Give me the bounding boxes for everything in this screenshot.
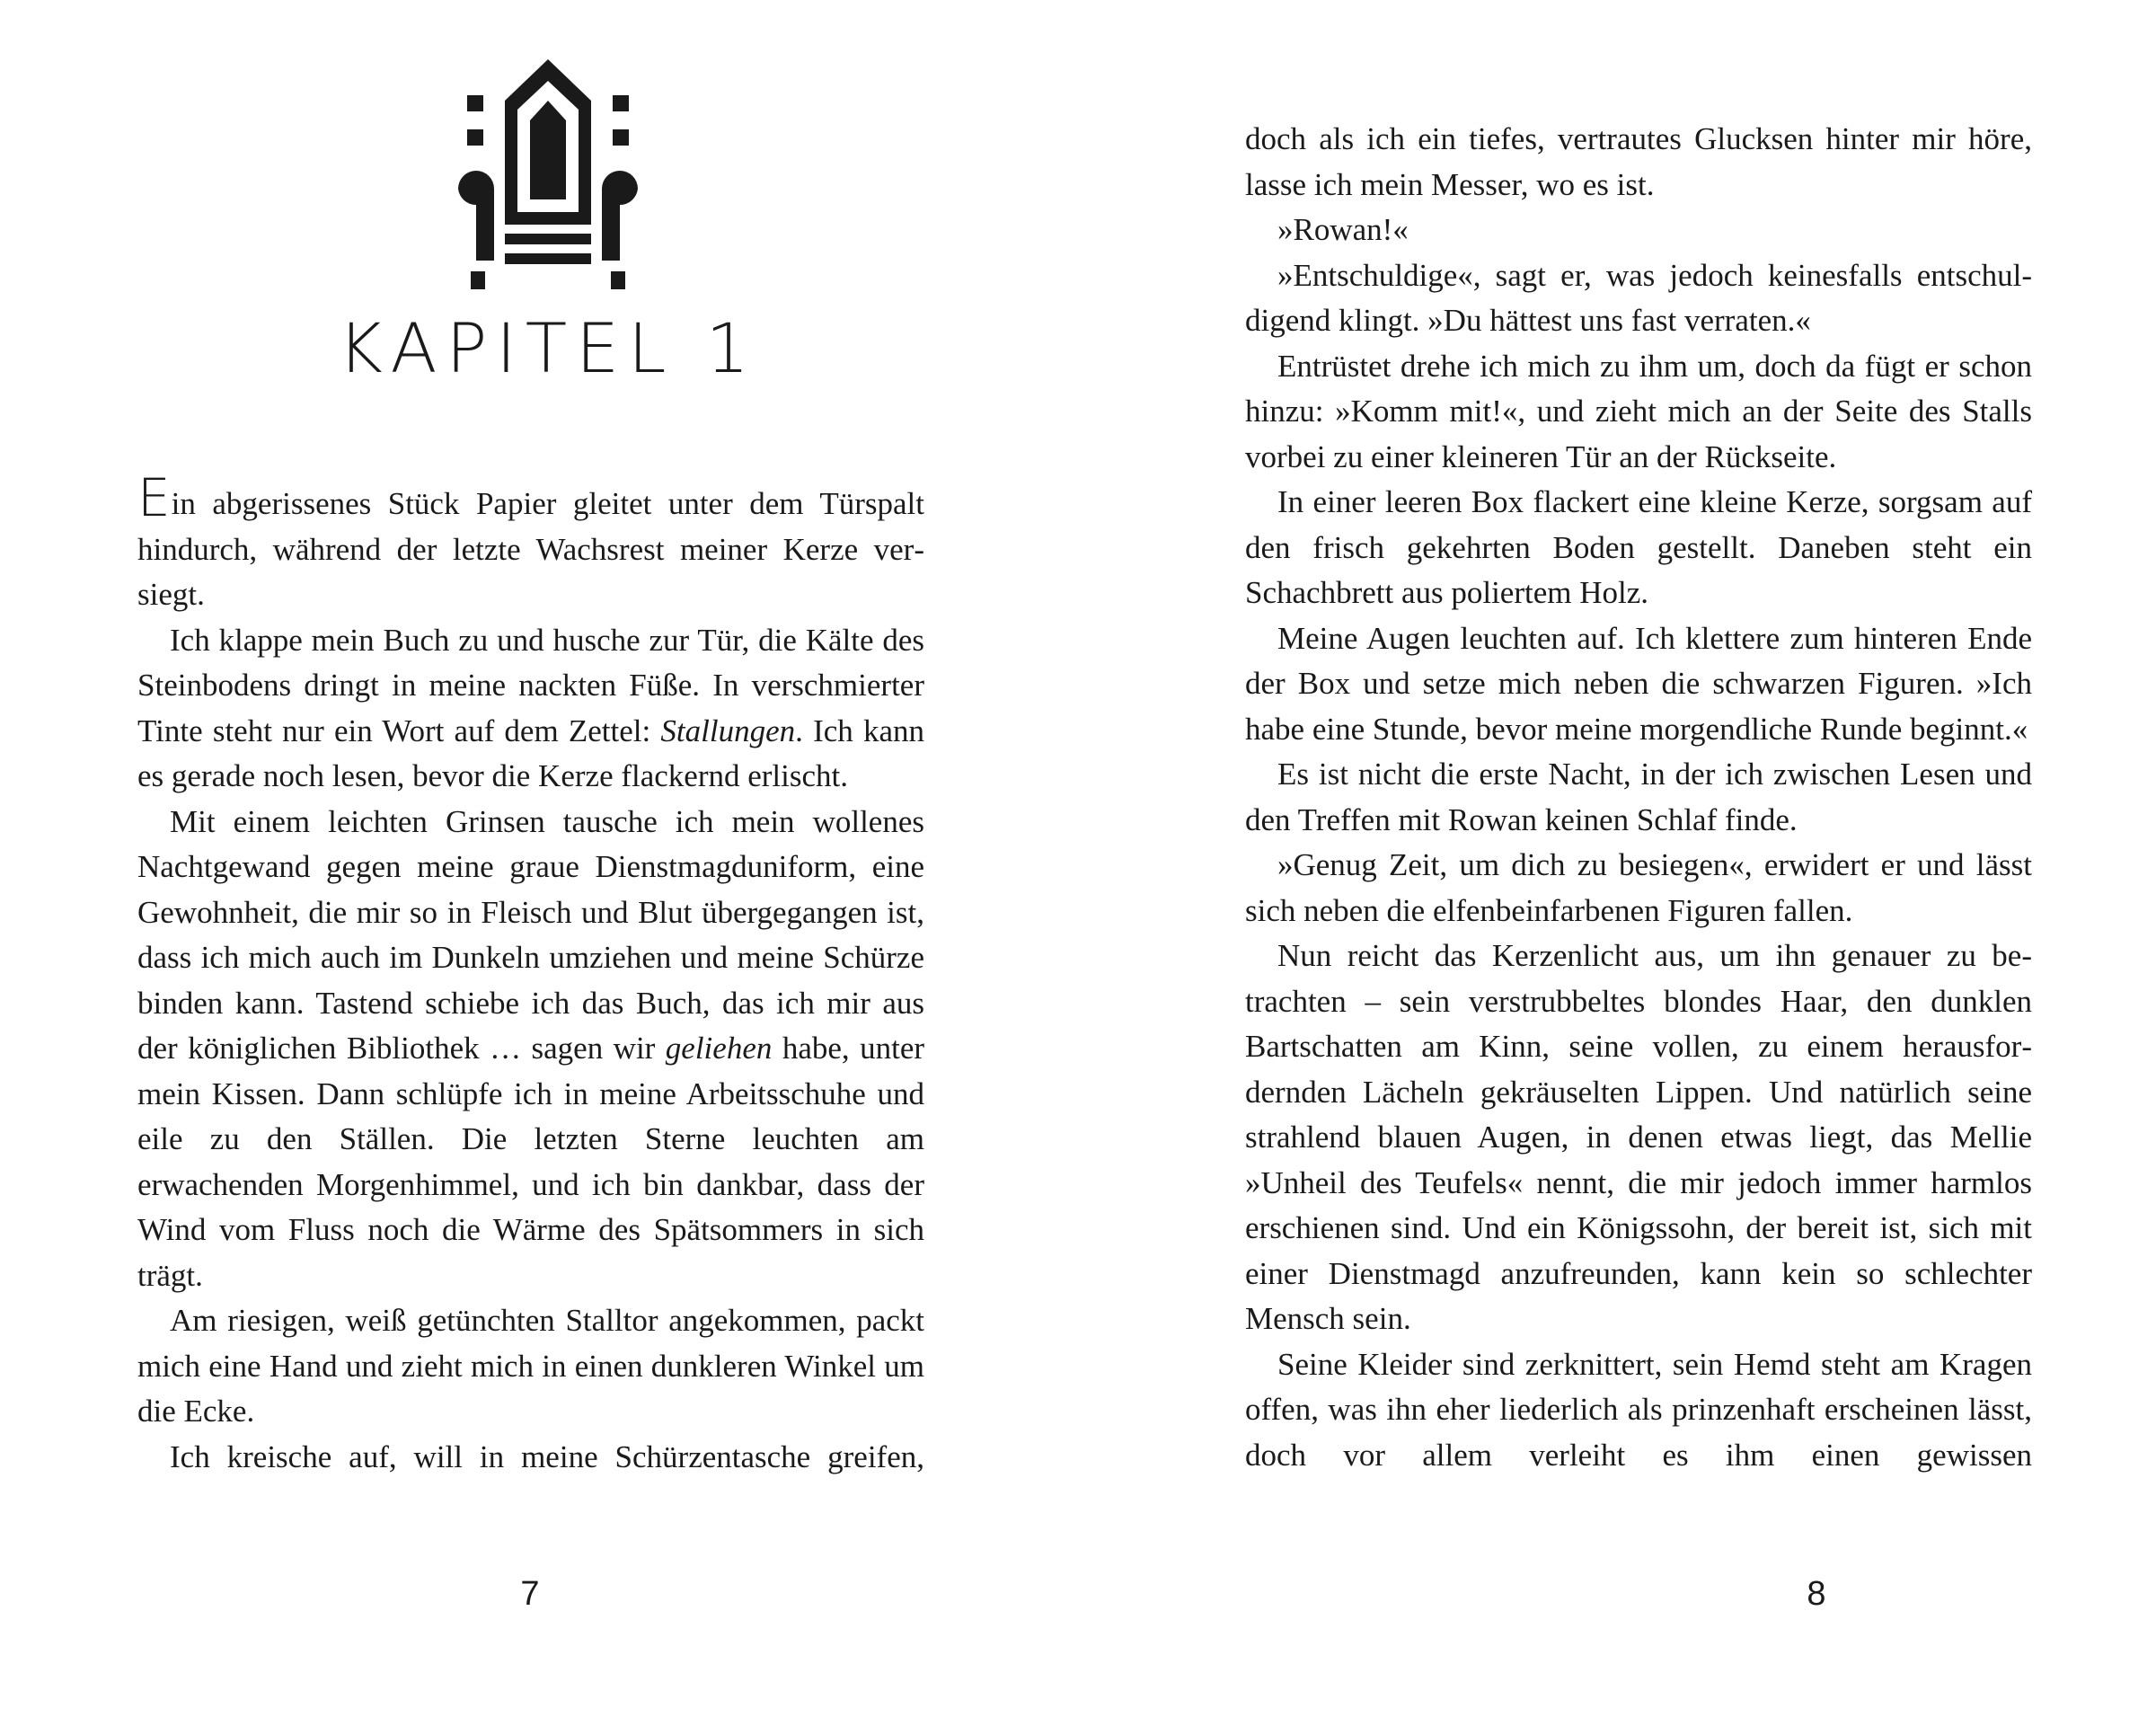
page-number: 8 [1807, 1575, 1826, 1613]
paragraph: Seine Kleider sind zerknittert, sein Hemd steht am Kragen offen, was ihn eher liederlich als prinzenhaft erscheinen lässt, doch vor allem verleiht es ihm einen gewissen [1245, 1346, 2032, 1473]
paragraph: Mit einem leichten Grinsen tausche ich mein wollenes Nachtgewand gegen meine graue Dienstmagduniform, eine Gewohnheit, die mir so in Fleisch und Blut übergegangen ist, dass ich mich auch im Dunkeln umziehen und meine Schürze binden kann. Tastend schiebe ich das Buch, das ich mir aus der königlichen Bibliothek … sagen wir geliehen habe, unter mein Kissen. Dann schlüpfe ich in meine Arbeitsschuhe und eile zu den Ställen. Die letzten Sterne leuchten am erwachenden Morgenhimmel, und ich bin dankbar, dass der Wind vom Fluss noch die Wärme des Spätsommers in sich trägt. [137, 803, 925, 1293]
right-page [1078, 0, 2156, 1717]
throne-icon [453, 56, 643, 291]
paragraph: Nun reicht das Kerzenlicht aus, um ihn genauer zu betrachten – sein verstrubbeltes blondes Haar, den dunklen Bartschatten am Kinn, seine vollen, zu einem herausfordernden Lächeln gekräuselten Lippen. Und natürlich seine strahlend blauen Augen, in denen etwas liegt, das Mellie »Unheil des Teufels« nennt, die mir jedoch immer harmlos erschienen sind. Und ein Königssohn, der bereit ist, sich mit einer Dienstmagd anzufreunden, kann kein so schlechter Mensch sein. [1245, 938, 2032, 1336]
paragraph: Ich klappe mein Buch zu und husche zur Tür, die Kälte des Steinbodens dringt in meine nackten Füße. In verschmierter Tinte steht nur ein Wort auf dem Zettel: Stallungen. Ich kann es gerade noch lesen, bevor die Kerze flackernd erlischt. [137, 622, 924, 793]
page-number: 7 [520, 1575, 540, 1613]
right-page-text [1245, 117, 2032, 1478]
paragraph: Meine Augen leuchten auf. Ich klettere zum hinteren Ende der Box und setze mich neben die schwarzen Figuren. »Ich habe eine Stunde, bevor meine morgendliche Runde beginnt.« [1245, 620, 2032, 747]
drop-cap: E [137, 467, 171, 528]
paragraph: »Entschuldige«, sagt er, was jedoch keinesfalls entschuldigend klingt. »Du hättest uns fast verraten.« [1245, 257, 2032, 338]
left-page-text [137, 467, 925, 1480]
emphasis: geliehen [665, 1031, 773, 1066]
paragraph: doch als ich ein tiefes, vertrautes Glucksen hinter mir höre, lasse ich mein Messer, wo es ist. [1245, 121, 2032, 202]
chapter-title: KAPITEL 1 [337, 308, 759, 388]
emphasis: Stallungen [660, 712, 796, 748]
paragraph: Es ist nicht die erste Nacht, in der ich zwischen Lesen und den Treffen mit Rowan keinen Schlaf finde. [1245, 757, 2032, 837]
paragraph: In einer leeren Box flackert eine kleine Kerze, sorgsam auf den frisch gekehrten Boden gestellt. Daneben steht ein Schachbrett aus poliertem Holz. [1245, 484, 2032, 610]
paragraph: Am riesigen, weiß getünchten Stalltor angekommen, packt mich eine Hand und zieht mich in einen dunkleren Winkel um die Ecke. [137, 1303, 924, 1429]
paragraph: »Rowan!« [1277, 212, 1409, 247]
paragraph: Entrüstet drehe ich mich zu ihm um, doch da fügt er schon hinzu: »Komm mit!«, und zieht mich an der Seite des Stalls vorbei zu einer kleineren Tür an der Rückseite. [1245, 348, 2032, 474]
paragraph: Ich kreische auf, will in meine Schürzentasche greifen, [170, 1438, 924, 1474]
paragraph: Ein abgerissenes Stück Papier gleitet unter dem Türspalt hindurch, während der letzte Wachsrest meiner Kerze versiegt. [137, 467, 924, 612]
paragraph: »Genug Zeit, um dich zu besiegen«, erwidert er und lässt sich neben die elfenbeinfarbenen Figuren fallen. [1245, 847, 2032, 928]
